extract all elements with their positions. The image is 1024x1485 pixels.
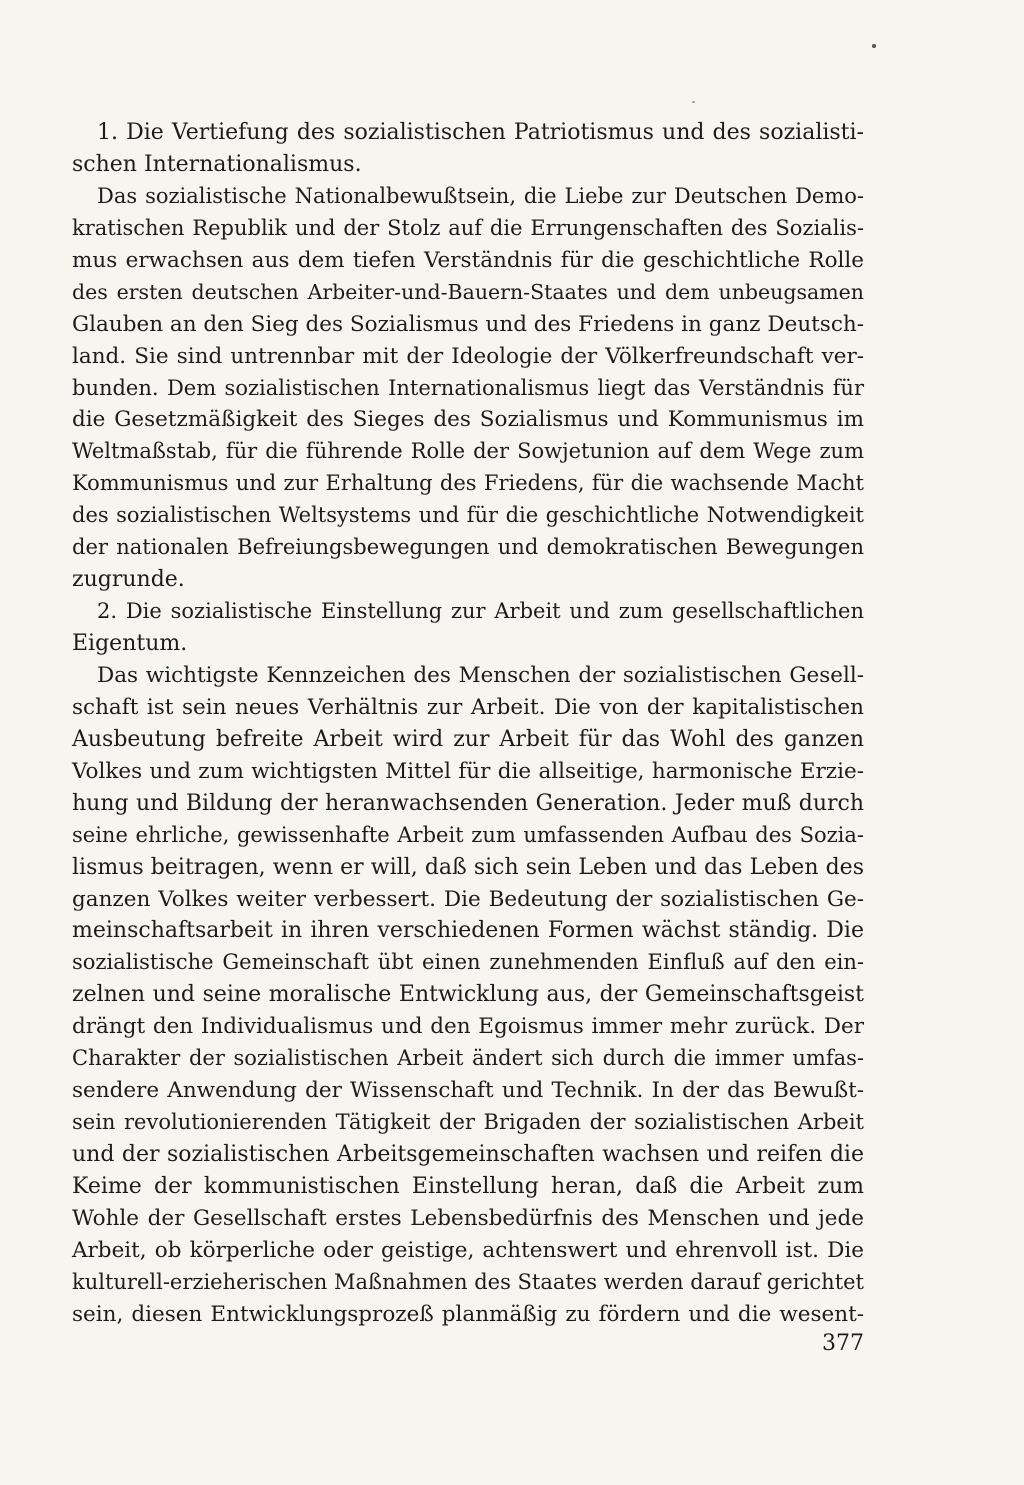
- text-line: Weltmaßstab, für die führende Rolle der Sowjetunion auf dem Wege zum: [72, 439, 864, 464]
- text-line: seine ehrliche, gewissenhafte Arbeit zum umfassenden Aufbau des Sozia-: [72, 822, 864, 847]
- text-line: Ausbeutung befreite Arbeit wird zur Arbeit für das Wohl des ganzen: [72, 726, 864, 752]
- text-line: meinschaftsarbeit in ihren verschiedenen Formen wächst ständig. Die: [72, 918, 864, 944]
- text-line: Wohle der Gesellschaft erstes Lebensbedürfnis des Menschen und jede: [72, 1205, 864, 1231]
- text-line: Das wichtigste Kennzeichen des Menschen der sozialistischen Gesell-: [97, 662, 864, 688]
- text-line: bunden. Dem sozialistischen Internationalismus liegt das Verständnis für: [72, 375, 864, 400]
- text-line: 1. Die Vertiefung des sozialistischen Patriotismus und des sozialisti-: [97, 120, 864, 145]
- text-line: zelnen und seine moralische Entwicklung aus, der Gemeinschaftsgeist: [72, 982, 864, 1008]
- ink-speck: [872, 44, 876, 48]
- text-line: schen Internationalismus.: [72, 151, 362, 177]
- page-number: 377: [822, 1331, 864, 1356]
- text-line: sozialistische Gemeinschaft übt einen zunehmenden Einfluß auf den ein-: [72, 950, 864, 975]
- text-line: Keime der kommunistischen Einstellung heran, daß die Arbeit zum: [72, 1173, 864, 1199]
- text-line: sein revolutionierenden Tätigkeit der Brigaden der sozialistischen Arbeit: [72, 1110, 864, 1135]
- text-line: Charakter der sozialistischen Arbeit ändert sich durch die immer umfas-: [72, 1046, 864, 1071]
- text-line: ganzen Volkes weiter verbessert. Die Bedeutung der sozialistischen Ge-: [72, 886, 864, 912]
- text-line: Kommunismus und zur Erhaltung des Friedens, für die wachsende Macht: [72, 471, 864, 496]
- body-text: [72, 117, 864, 1331]
- text-line: Arbeit, ob körperliche oder geistige, achtenswert und ehrenvoll ist. Die: [72, 1237, 864, 1263]
- text-line: zugrunde.: [72, 567, 185, 593]
- text-line: die Gesetzmäßigkeit des Sieges des Sozialismus und Kommunismus im: [72, 407, 864, 433]
- text-line: Volkes und zum wichtigsten Mittel für die allseitige, harmonische Erzie-: [72, 758, 864, 784]
- text-line: kratischen Republik und der Stolz auf die Errungenschaften des Sozialis-: [72, 215, 864, 240]
- text-line: Glauben an den Sieg des Sozialismus und des Friedens in ganz Deutsch-: [72, 311, 864, 337]
- text-line: drängt den Individualismus und den Egoismus immer mehr zurück. Der: [72, 1014, 864, 1040]
- text-line: des sozialistischen Weltsystems und für die geschichtliche Notwendigkeit: [72, 503, 864, 528]
- text-line: sendere Anwendung der Wissenschaft und Technik. In der das Bewußt-: [72, 1078, 864, 1104]
- text-line: 2. Die sozialistische Einstellung zur Arbeit und zum gesellschaftlichen: [97, 599, 864, 624]
- text-line: schaft ist sein neues Verhältnis zur Arbeit. Die von der kapitalistischen: [72, 694, 864, 720]
- text-line: des ersten deutschen Arbeiter-und-Bauern-Staates und dem unbeugsamen: [72, 279, 864, 304]
- text-line: lismus beitragen, wenn er will, daß sich sein Leben und das Leben des: [72, 854, 864, 880]
- text-line: der nationalen Befreiungsbewegungen und demokratischen Bewegungen: [72, 535, 864, 560]
- text-line: kulturell-erzieherischen Maßnahmen des Staates werden darauf gerichtet: [72, 1269, 864, 1294]
- text-line: mus erwachsen aus dem tiefen Verständnis für die geschichtliche Rolle: [72, 247, 864, 273]
- ink-speck: [692, 101, 695, 103]
- text-line: Das sozialistische Nationalbewußtsein, die Liebe zur Deutschen Demo-: [97, 183, 864, 208]
- text-line: land. Sie sind untrennbar mit der Ideologie der Völkerfreundschaft ver-: [72, 343, 864, 369]
- text-line: Eigentum.: [72, 631, 188, 656]
- text-line: hung und Bildung der heranwachsenden Generation. Jeder muß durch: [72, 790, 864, 816]
- text-line: sein, diesen Entwicklungsprozeß planmäßig zu fördern und die wesent-: [72, 1301, 864, 1327]
- text-line: und der sozialistischen Arbeitsgemeinschaften wachsen und reifen die: [72, 1142, 864, 1167]
